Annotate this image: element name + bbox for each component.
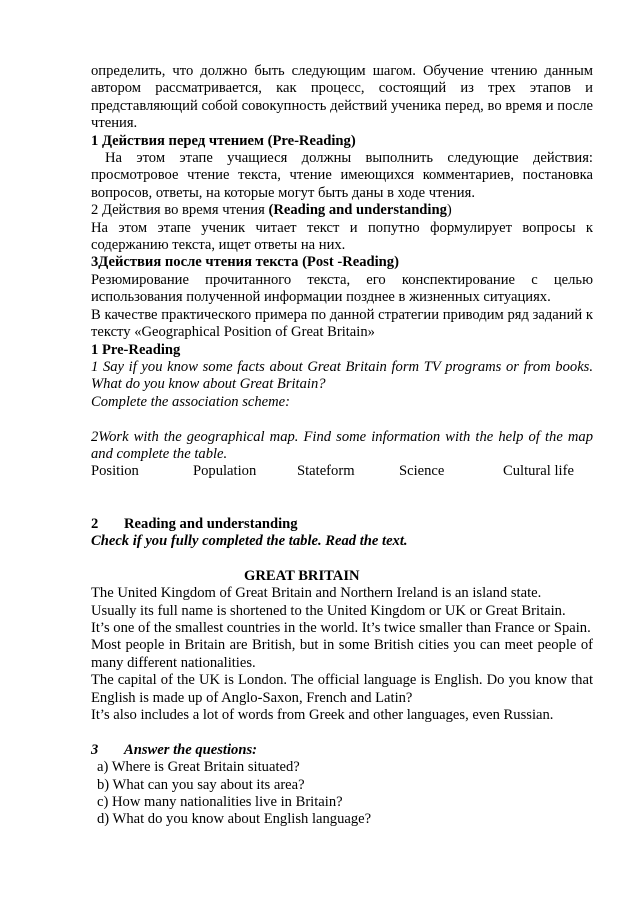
question-item: c) How many nationalities live in Britain?	[97, 793, 343, 810]
table-header-cultural-life: Cultural life	[503, 463, 574, 480]
heading-while-reading	[91, 202, 593, 219]
text-line: The capital of the UK is London. The official language is English. Do you know that English is made up of Anglo-Saxon, French and Latin?	[91, 672, 593, 706]
section-2-number: 2	[91, 515, 99, 532]
page-content	[91, 63, 593, 829]
pre-reading-paragraph: На этом этапе учащиеся должны выполнить следующие действия: просмотровое чтение текста, чтение имеющихся комментариев, постановка вопросов, ответы, на которые могут быть даны в ходе чтения.	[91, 150, 593, 201]
text-line: Usually its full name is shortened to the United Kingdom or UK or Great Britain.	[91, 602, 566, 619]
task-2: 2Work with the geographical map. Find some information with the help of the map and complete the table.	[91, 428, 593, 462]
intro-paragraph: определить, что должно быть следующим шагом. Обучение чтению данным автором рассматривается, как процесс, состоящий из трех этапов и представляющий собой совокупность действий ученика перед, во время и после чтения.	[91, 63, 593, 132]
text-line: It’s also includes a lot of words from Greek and other languages, even Russian.	[91, 706, 554, 723]
question-item: a) Where is Great Britain situated?	[97, 759, 300, 776]
spacer	[91, 498, 593, 515]
section-2-instruction: Check if you fully completed the table. Read the text.	[91, 532, 408, 549]
table-header-science: Science	[399, 463, 445, 480]
while-reading-paragraph: На этом этапе ученик читает текст и попутно формулирует вопросы к содержанию текста, ищет ответы на них.	[91, 219, 593, 254]
spacer	[91, 411, 593, 428]
section-3-number: 3	[91, 741, 99, 758]
table-header-row	[91, 463, 593, 480]
heading-pre-reading: 1 Действия перед чтением (Pre-Reading)	[91, 132, 356, 149]
heading-post-reading: 3Действия после чтения текста (Post -Reading)	[91, 254, 399, 271]
heading-while-reading-end: )	[446, 202, 452, 219]
question-item: d) What do you know about English language?	[97, 811, 372, 828]
heading-while-reading-bold: (Reading and understanding	[268, 202, 447, 219]
spacer	[91, 724, 593, 741]
section-3-title: Answer the questions:	[124, 741, 257, 758]
question-item: b) What can you say about its area?	[97, 776, 305, 793]
section-3-heading	[91, 742, 593, 759]
task-1-scheme: Complete the association scheme:	[91, 393, 290, 410]
pre-reading-subheading: 1 Pre-Reading	[91, 341, 181, 358]
spacer	[91, 481, 593, 498]
heading-while-reading-plain: 2 Действия во время чтения	[91, 202, 269, 219]
section-2-heading	[91, 516, 593, 533]
post-reading-paragraph: Резюмирование прочитанного текста, его конспектирование с целью использования полученной информации позднее в жизненных ситуациях.	[91, 271, 593, 306]
text-line: The United Kingdom of Great Britain and Northern Ireland is an island state.	[91, 585, 542, 602]
spacer	[91, 550, 593, 567]
table-header-position: Position	[91, 463, 139, 480]
section-2-title: Reading and understanding	[124, 515, 298, 532]
task-1: 1 Say if you know some facts about Great Britain form TV programs or from books. What do you know about Great Britain?	[91, 358, 593, 393]
text-title: GREAT BRITAIN	[244, 567, 360, 584]
table-header-stateform: Stateform	[297, 463, 355, 480]
text-line: It’s one of the smallest countries in the world. It’s twice smaller than France or Spain.	[91, 619, 591, 636]
example-paragraph: В качестве практического примера по данной стратегии приводим ряд заданий к тексту «Geographical Position of Great Britain»	[91, 306, 593, 341]
text-line: Most people in Britain are British, but in some British cities you can meet people of many different nationalities.	[91, 637, 593, 671]
table-header-population: Population	[193, 463, 257, 480]
